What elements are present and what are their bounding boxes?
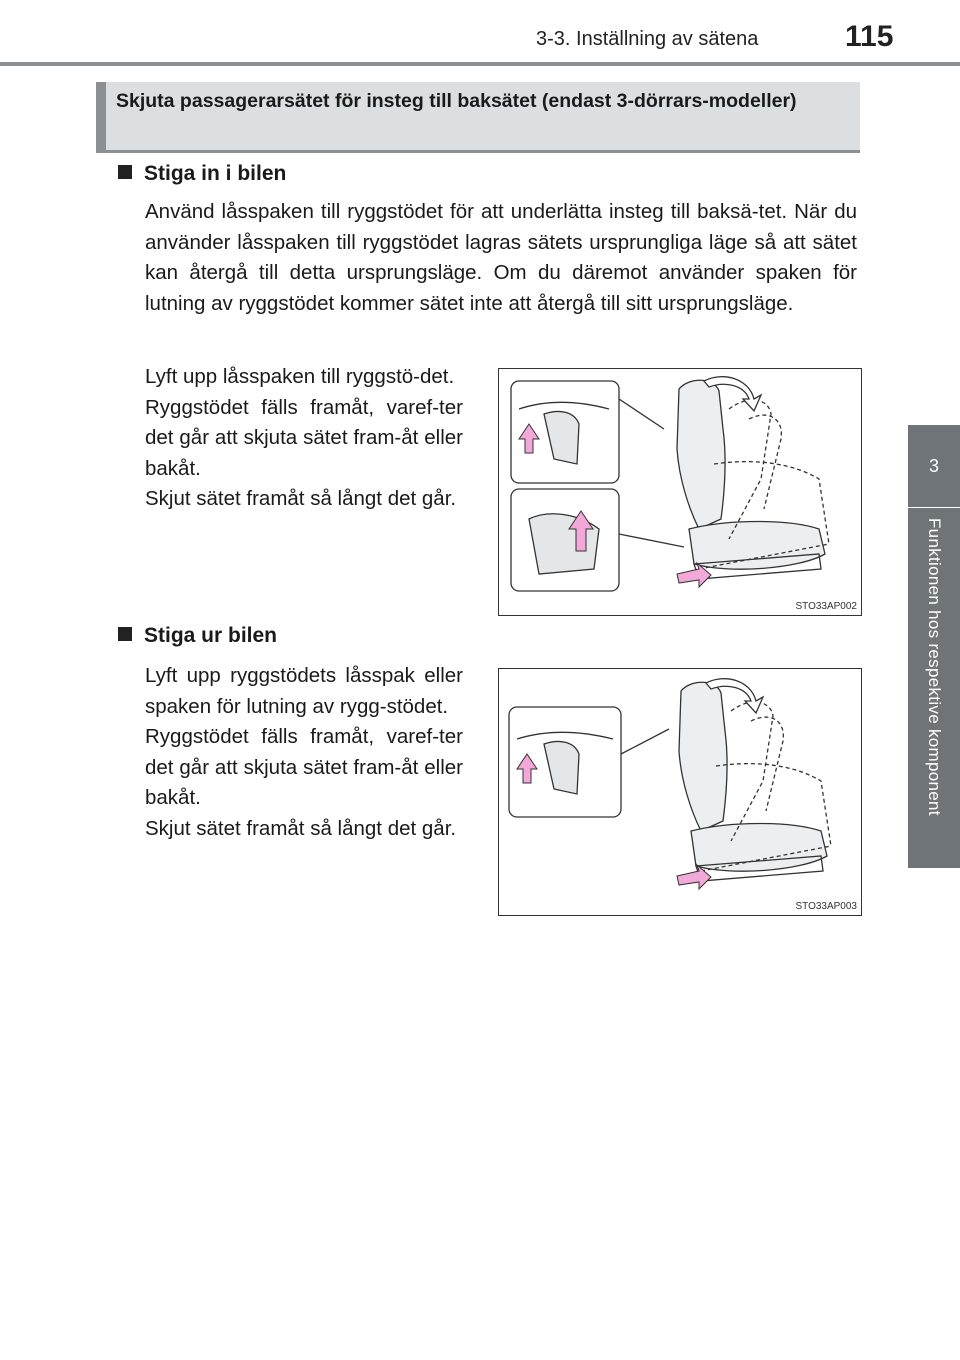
section-header-box xyxy=(96,82,860,153)
enter-step-3: Skjut sätet framåt så långt det går. xyxy=(145,487,457,510)
exit-steps xyxy=(145,661,463,844)
enter-step-2: Ryggstödet fälls framåt, varef-ter det går att skjuta sätet fram-åt eller bakåt. xyxy=(145,395,463,480)
section-accent-bar xyxy=(96,82,106,150)
page-number: 115 xyxy=(845,20,894,53)
figure-enter-car xyxy=(498,368,862,616)
seat-illustration-1 xyxy=(499,369,861,615)
exit-step-1: Lyft upp ryggstödets låsspak eller spaken för lutning av rygg-stödet. xyxy=(145,664,463,718)
figure-code-1: STO33AP002 xyxy=(795,601,857,612)
exit-step-3: Skjut sätet framåt så långt det går. xyxy=(145,816,457,840)
figure-code-2: STO33AP003 xyxy=(795,901,857,912)
enter-step-1: Lyft upp låsspaken till ryggstö-det. xyxy=(145,365,455,388)
chapter-title: Funktionen hos respektive komponent xyxy=(925,518,944,816)
chapter-number-tab[interactable]: 3 xyxy=(908,425,960,507)
enter-intro-paragraph: Använd låsspaken till ryggstödet för att underlätta insteg till baksä-tet. När du använder låsspaken till ryggstödet lagras sätets ursprungliga läge så att sätet kan återgå till detta ursprungsläge. Om du däremot använder spaken för lutning av ryggstödet kommer sätet inte att återgå till sitt ursprungsläge. xyxy=(145,200,857,315)
square-bullet-icon xyxy=(118,627,132,641)
header-divider xyxy=(0,62,960,66)
chapter-title-tab[interactable] xyxy=(908,508,960,868)
heading-exit-car: Stiga ur bilen xyxy=(118,624,277,648)
section-title: Skjuta passagerarsätet för insteg till baksätet (endast 3-dörrars-modeller) xyxy=(116,90,797,112)
seat-illustration-2 xyxy=(499,669,861,915)
square-bullet-icon xyxy=(118,165,132,179)
figure-exit-car xyxy=(498,668,862,916)
header-section-title: 3-3. Inställning av sätena xyxy=(536,28,759,50)
exit-step-2: Ryggstödet fälls framåt, varef-ter det går att skjuta sätet fram-åt eller bakåt. xyxy=(145,725,463,809)
heading-enter-car: Stiga in i bilen xyxy=(118,162,286,186)
enter-steps xyxy=(145,362,463,515)
